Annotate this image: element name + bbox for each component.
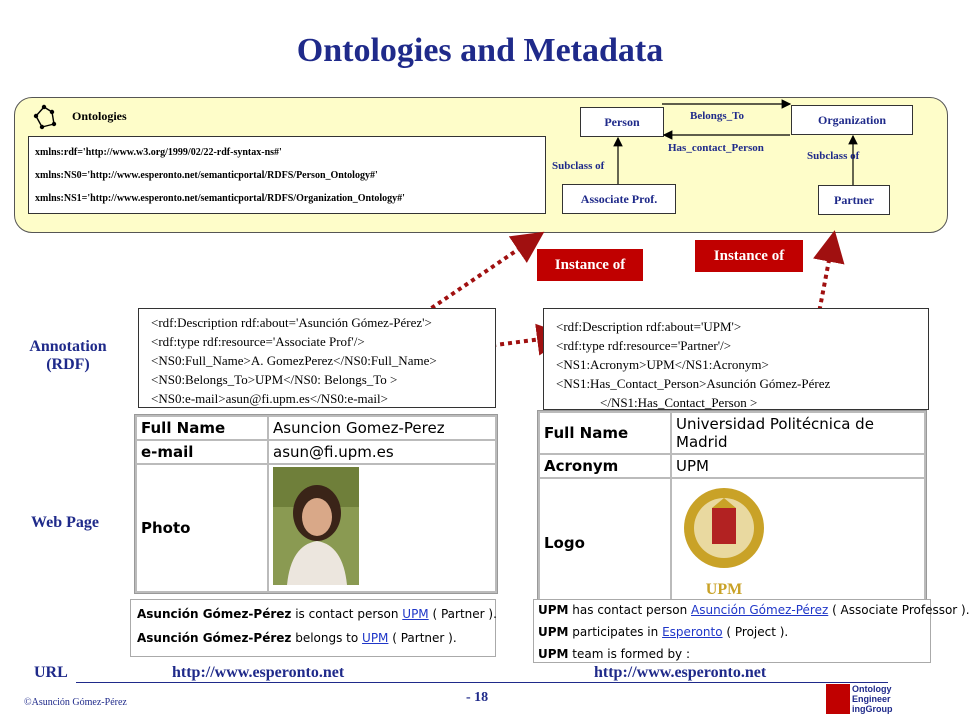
table-row: e-mail asun@fi.upm.es [136, 440, 496, 464]
table-row: Acronym UPM [539, 454, 925, 478]
relation-subclass-right: Subclass of [807, 150, 860, 162]
relation-has-contact-person: Has_contact_Person [668, 142, 764, 154]
namespace-ns1: xmlns:NS1='http://www.esperonto.net/semanticportal/RDFS/Organization_Ontology#' [35, 193, 405, 204]
person-photo [273, 467, 359, 585]
upm-logo [678, 482, 778, 600]
node-organization: Organization [791, 105, 913, 135]
note-line: UPM team is formed by : [538, 647, 691, 661]
rdf-line: <NS0:Full_Name>A. GomezPerez</NS0:Full_Name> [151, 353, 437, 368]
relation-subclass-left: Subclass of [552, 160, 605, 172]
copyright: ©Asunción Gómez-Pérez [24, 697, 127, 708]
esperonto-link[interactable]: Esperonto [662, 625, 723, 639]
page-number: - 18 [466, 690, 489, 705]
rdf-line: </NS1:Has_Contact_Person > [600, 395, 758, 410]
instance-of-label-right: Instance of [695, 240, 803, 272]
node-person: Person [580, 107, 664, 137]
rdf-annotation-organization [543, 308, 929, 410]
upm-link[interactable]: UPM [402, 607, 429, 621]
annotation-label: Annotation (RDF) [29, 338, 107, 373]
node-associate-prof: Associate Prof. [562, 184, 676, 214]
ontologies-label: Ontologies [72, 109, 127, 123]
oeg-logo: Ontology Engineer ingGroup [852, 684, 893, 714]
instance-of-label-left: Instance of [537, 249, 643, 281]
rdf-line: <rdf:Description rdf:about='Asunción Gómez-Pérez'> [151, 315, 432, 330]
url-underline [76, 682, 888, 683]
note-line: Asunción Gómez-Pérez belongs to UPM ( Partner ). [137, 631, 457, 645]
url-right[interactable]: http://www.esperonto.net [594, 664, 767, 681]
relation-belongs-to: Belongs_To [690, 110, 745, 122]
rdf-line: <NS1:Has_Contact_Person>Asunción Gómez-Pérez [556, 376, 831, 391]
person-relations-note [130, 599, 496, 657]
upm-logo-caption: UPM [705, 581, 743, 598]
rdf-line: <rdf:type rdf:resource='Partner'/> [556, 338, 732, 353]
rdf-line: <rdf:type rdf:resource='Associate Prof'/> [151, 334, 365, 349]
rdf-line: <rdf:Description rdf:about='UPM'> [556, 319, 742, 334]
upm-link[interactable]: UPM [362, 631, 389, 645]
web-page-label: Web Page [31, 514, 99, 531]
table-row: Full Name Asuncion Gomez-Perez [136, 416, 496, 440]
rdf-line: <NS0:Belongs_To>UPM</NS0: Belongs_To > [151, 372, 398, 387]
web-page-person [134, 414, 498, 594]
rdf-line: <NS0:e-mail>asun@fi.upm.es</NS0:e-mail> [151, 391, 388, 406]
note-line: Asunción Gómez-Pérez is contact person UPM ( Partner ). [137, 607, 497, 621]
organization-relations-note [533, 599, 970, 663]
table-row: Full Name Universidad Politécnica de Madrid [539, 412, 925, 454]
web-page-organization [537, 410, 927, 602]
table-row: Photo [136, 464, 496, 592]
note-line: UPM has contact person Asunción Gómez-Pérez ( Associate Professor ). [538, 603, 970, 617]
node-partner: Partner [818, 185, 890, 215]
contact-person-link[interactable]: Asunción Gómez-Pérez [691, 603, 829, 617]
slide-title: Ontologies and Metadata [296, 32, 664, 69]
namespace-ns0: xmlns:NS0='http://www.esperonto.net/semanticportal/RDFS/Person_Ontology#' [35, 170, 378, 181]
url-left[interactable]: http://www.esperonto.net [172, 664, 345, 681]
table-row: Logo UPM [539, 478, 925, 608]
namespace-rdf: xmlns:rdf='http://www.w3.org/1999/02/22-rdf-syntax-ns#' [35, 147, 282, 158]
rdf-line: <NS1:Acronym>UPM</NS1:Acronym> [556, 357, 769, 372]
url-label: URL [34, 664, 68, 681]
note-line: UPM participates in Esperonto ( Project ). [538, 625, 789, 639]
rdf-annotation-person [138, 308, 496, 408]
oeg-logo-mark [826, 684, 850, 714]
